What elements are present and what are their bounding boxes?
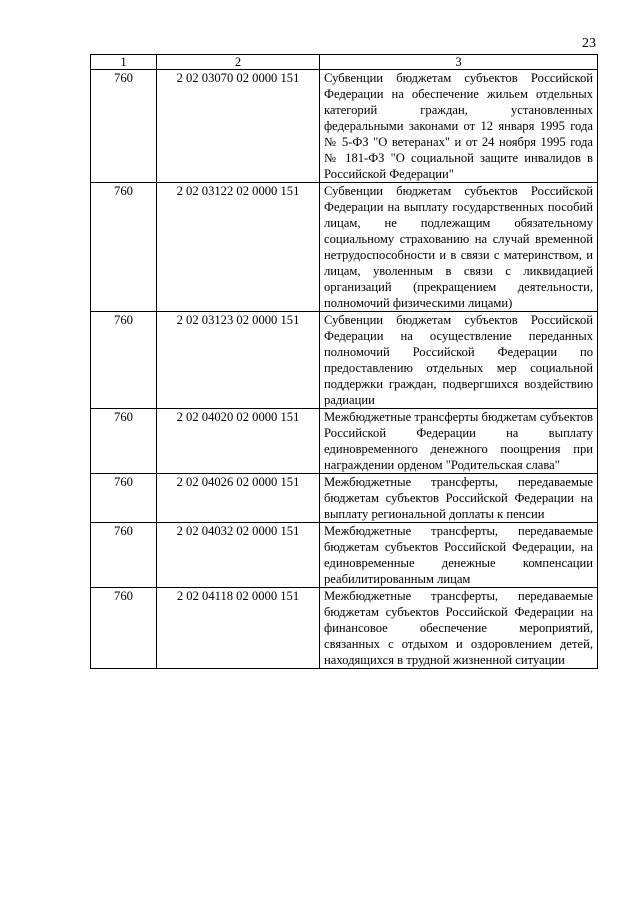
table-row [91,588,598,669]
revenue-codes-table [90,54,598,669]
column-header-description: 3 [320,55,598,70]
description-cell: Субвенции бюджетам субъектов Российской Федерации на осуществление переданных полномочий Российской Федерации по предоставлению отдельных мер социальной поддержки граждан, подвергшихся воздействию радиации [320,312,598,409]
table-row [91,70,598,183]
admin-code-cell: 760 [91,523,157,588]
admin-code-cell: 760 [91,409,157,474]
admin-code-cell: 760 [91,183,157,312]
column-header-admin-code: 1 [91,55,157,70]
description-cell: Межбюджетные трансферты бюджетам субъектов Российской Федерации на выплату единовременного денежного поощрения при награждении орденом "Родительская слава" [320,409,598,474]
admin-code-cell: 760 [91,474,157,523]
table-row [91,409,598,474]
description-cell: Межбюджетные трансферты, передаваемые бюджетам субъектов Российской Федерации на выплату региональной доплаты к пенсии [320,474,598,523]
revenue-code-cell: 2 02 03123 02 0000 151 [157,312,320,409]
column-header-revenue-code: 2 [157,55,320,70]
admin-code-cell: 760 [91,70,157,183]
description-cell: Субвенции бюджетам субъектов Российской Федерации на обеспечение жильем отдельных категорий граждан, установленных федеральными законами от 12 января 1995 года № 5-ФЗ "О ветеранах" и от 24 ноября 1995 года № 181-ФЗ "О социальной защите инвалидов в Российской Федерации" [320,70,598,183]
admin-code-cell: 760 [91,312,157,409]
description-cell: Межбюджетные трансферты, передаваемые бюджетам субъектов Российской Федерации на финансовое обеспечение мероприятий, связанных с отдыхом и оздоровлением детей, находящихся в трудной жизненной ситуации [320,588,598,669]
revenue-code-cell: 2 02 04026 02 0000 151 [157,474,320,523]
revenue-code-cell: 2 02 04032 02 0000 151 [157,523,320,588]
description-cell: Межбюджетные трансферты, передаваемые бюджетам субъектов Российской Федерации, на единовременные денежные компенсации реабилитированным лицам [320,523,598,588]
revenue-code-cell: 2 02 03122 02 0000 151 [157,183,320,312]
table-row [91,474,598,523]
table-header [91,55,598,70]
table-row [91,312,598,409]
description-cell: Субвенции бюджетам субъектов Российской Федерации на выплату государственных пособий лицам, не подлежащим обязательному социальному страхованию на случай временной нетрудоспособности и в связи с материнством, и лицам, уволенным в связи с ликвидацией организаций (прекращением деятельности, полномочий физическими лицами) [320,183,598,312]
revenue-code-cell: 2 02 04020 02 0000 151 [157,409,320,474]
table-row [91,523,598,588]
table-header-row [91,55,598,70]
table-body [91,70,598,669]
page-number: 23 [582,36,596,51]
revenue-code-cell: 2 02 03070 02 0000 151 [157,70,320,183]
table-row [91,183,598,312]
revenue-code-cell: 2 02 04118 02 0000 151 [157,588,320,669]
admin-code-cell: 760 [91,588,157,669]
